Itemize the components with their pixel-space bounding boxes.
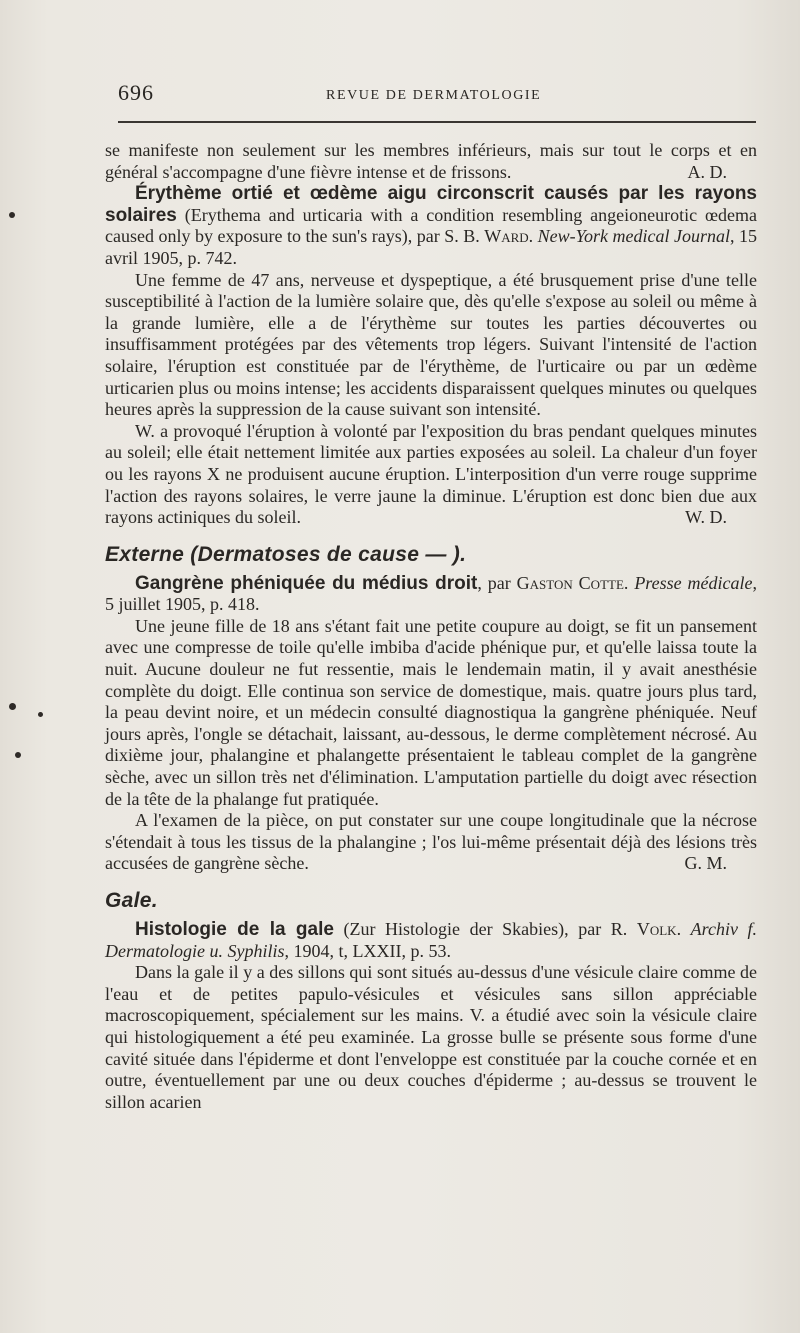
publication-date: , 1904, t, LXXII, p. 53.: [284, 940, 451, 961]
paragraph: W. a provoqué l'éruption à volonté par l'exposition du bras pendant quelques minutes au soleil; elle était nettement limitée aux parties exposées au soleil. La chaleur d'un foyer ou les rayons X ne produisent aucune éruption. L'interposition d'un verre rouge supprime l'action des rayons solaires, le verre jaune la diminue. L'éruption est donc bien due aux rayons actiniques du soleil. W. D.: [105, 420, 757, 528]
running-title: REVUE DE DERMATOLOGIE: [326, 88, 542, 103]
article-author: Volk: [636, 919, 677, 939]
article-reference: , par: [477, 572, 517, 593]
page-header: [118, 80, 756, 110]
publication-date: , 5 juillet 1905, p. 418.: [105, 572, 758, 615]
journal-name: New-York medical Journal: [537, 226, 731, 247]
margin-speck: [38, 712, 43, 717]
signature: W. D.: [685, 507, 727, 528]
article-reference: (Zur Histologie der Skabies), par R.: [333, 919, 637, 939]
paragraph: Une jeune fille de 18 ans s'étant fait une petite coupure au doigt, se fit un pansement avec une compresse de toile qu'elle imbiba d'acide phénique pur, et qu'elle laissa toute la nuit. Aucune douleur ne fut ressentie, mais le lendemain matin, il y avait anesthésie complète du doigt. Elle continua son service de domestique, mais. quatre jours plus tard, la peau devint noire, et un médecin consulté diagnostiqua la gangrène phéniquée. Neuf jours après, l'ongle se détachait, laissant, au-dessous, le derme complètement nécrosé. Au dixième jour, phalangine et phalangette présentaient le tableau complet de la gangrène sèche, avec un sillon très net d'élimination. L'amputation partielle du doigt avec résection de la tête de la phalange fut pratiquée.: [105, 615, 757, 809]
journal-name: Archiv f. Dermatologie u. Syphilis: [105, 919, 758, 961]
section-heading: Externe (Dermatoses de cause — ).: [105, 542, 467, 566]
article-title: Gangrène phéniquée du médius droit: [135, 572, 478, 594]
margin-speck: [9, 703, 16, 710]
article-heading: Histologie de la gale (Zur Histologie der Skabies), par R. Volk. Archiv f. Dermatologie u. Syphilis, 1904, t, LXXII, p. 53.: [105, 919, 758, 961]
margin-speck: [15, 752, 21, 758]
article-title: Histologie de la gale: [135, 919, 334, 940]
publication-date: , 15 avril 1905, p. 742.: [105, 226, 758, 268]
signature: A. D.: [687, 161, 727, 182]
article-heading: Érythème ortié et œdème aigu circonscrit causés par les rayons solaires (Erythema and urticaria with a condition resembling angeioneurotic œdema caused only by exposure to the sun's rays), par S. B. Ward. New-York medical Journal, 15 avril 1905, p. 742.: [105, 183, 758, 268]
paragraph: se manifeste non seulement sur les membres inférieurs, mais sur tout le corps et en général s'accompagne d'une fièvre intense et de frissons. A. D.: [105, 140, 757, 182]
section-heading: Gale.: [105, 889, 158, 912]
margin-speck: [9, 212, 15, 218]
page-body: [105, 140, 757, 1113]
header-rule: [118, 121, 756, 123]
signature: G. M.: [684, 853, 727, 874]
article-title: Érythème ortié et œdème aigu circonscrit causés par les rayons solaires: [105, 183, 757, 226]
article-reference: (Erythema and urticaria with a condition resembling angeioneurotic œdema caused only by exposure to the sun's rays), par S. B.: [105, 204, 757, 247]
page-number: 696: [118, 80, 154, 105]
paragraph: Une femme de 47 ans, nerveuse et dyspeptique, a été brusquement prise d'une telle susceptibilité à l'action de la lumière solaire que, dès qu'elle s'expose au soleil ou même à la grande lumière, elle a de l'érythème sur toutes les parties découvertes ou insuffisamment protégées par des vêtements trop légers. Suivant l'intensité de l'action solaire, l'éruption est constituée par de l'érythème, de l'urticaire ou par un œdème urticarien plus ou moins intense; les accidents disparaissent quelques minutes ou quelques heures après la suppression de la cause suivant son intensité.: [105, 269, 757, 420]
paragraph: A l'examen de la pièce, on put constater sur une coupe longitudinale que la nécrose s'étendait à tous les tissus de la phalangine ; l'os lui-même présentait déjà des lésions très accusées de gangrène sèche. G. M.: [105, 810, 757, 874]
article-author: Gaston Cotte: [516, 572, 624, 593]
article-author: Ward: [484, 226, 529, 247]
paragraph: Dans la gale il y a des sillons qui sont situés au-dessus d'une vésicule claire comme de l'eau et de petites papulo-vésicules et vésicules sans sillon appréciable macroscopiquement, spécialement sur les mains. V. a étudié avec soin la vésicule claire qui histologiquement a été peu examinée. La grosse bulle se présente sous forme d'une cavité située dans l'épiderme et dont l'enveloppe est constituée par la couche cornée et en outre, éventuellement par une ou deux couches d'épiderme ; au-dessus se trouvent le sillon acarien: [105, 962, 757, 1112]
journal-name: Presse médicale: [634, 572, 753, 593]
article-heading: Gangrène phéniquée du médius droit, par Gaston Cotte. Presse médicale, 5 juillet 1905, p. 418.: [105, 572, 758, 615]
